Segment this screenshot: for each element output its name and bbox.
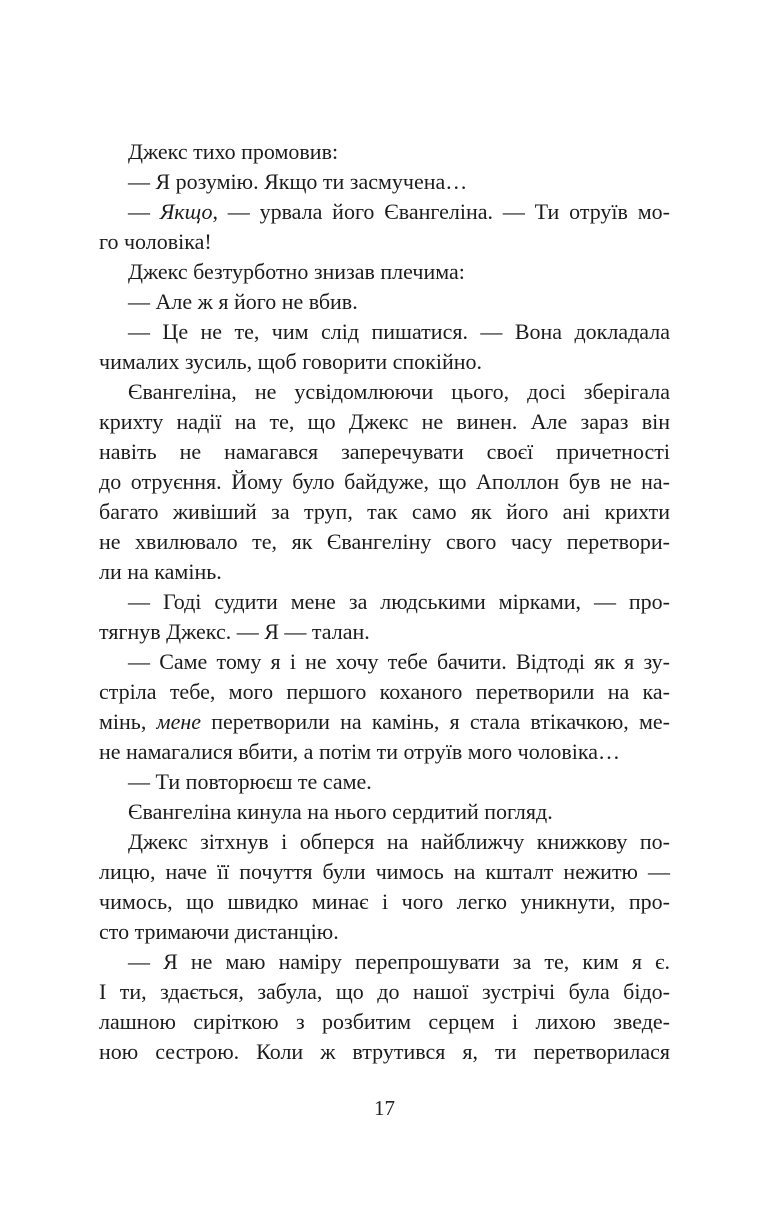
text-line [99, 377, 670, 407]
text-segment: до отруєння. Йому було байдуже, що Аполлон був не на- [99, 469, 670, 494]
text-line [99, 227, 670, 257]
text-segment: Євангеліна кинула на нього сердитий погляд. [128, 799, 553, 824]
text-segment: чимось, що швидко минає і чого легко уникнути, про- [99, 889, 670, 914]
text-line [99, 1037, 670, 1067]
text-line [99, 707, 670, 737]
text-line [99, 827, 670, 857]
text-segment: лашною сиріткою з розбитим серцем і лихою зведе- [99, 1009, 670, 1034]
text-segment: ли на камінь. [99, 559, 222, 584]
text-segment: мінь, [99, 709, 157, 734]
text-segment-italic: мене [156, 709, 202, 734]
text-line [99, 257, 670, 287]
text-line [99, 1007, 670, 1037]
text-segment: Євангеліна, не усвідомлюючи цього, досі зберігала [128, 379, 670, 404]
page-text-block [99, 137, 670, 1067]
text-segment: Джекс зітхнув і обперся на найближчу книжкову по- [128, 829, 670, 854]
text-line [99, 887, 670, 917]
text-line [99, 947, 670, 977]
text-line [99, 197, 670, 227]
text-segment: — Але ж я його не вбив. [128, 289, 358, 314]
text-segment: не хвилювало те, як Євангеліну свого часу перетвори- [99, 529, 670, 554]
text-segment: — Я не маю наміру перепрошувати за те, ким я є. [128, 949, 670, 974]
text-line [99, 797, 670, 827]
text-line [99, 557, 670, 587]
text-segment: — Це не те, чим слід пишатися. — Вона докладала [128, 319, 670, 344]
text-line [99, 527, 670, 557]
text-line [99, 407, 670, 437]
text-line [99, 497, 670, 527]
text-line [99, 647, 670, 677]
text-segment: — Я розумію. Якщо ти засмучена… [128, 169, 468, 194]
text-segment: , — урвала його Євангеліна. — Ти отруїв мо- [212, 199, 670, 224]
text-segment: крихту надії на те, що Джекс не винен. Але зараз він [99, 409, 670, 434]
text-line [99, 617, 670, 647]
text-segment: Джекс безтурботно знизав плечима: [128, 259, 465, 284]
text-line [99, 317, 670, 347]
text-line [99, 587, 670, 617]
text-segment: чималих зусиль, щоб говорити спокійно. [99, 349, 482, 374]
text-segment: Джекс тихо промовив: [128, 139, 339, 164]
text-segment: І ти, здається, забула, що до нашої зустрічі була бідо- [99, 979, 670, 1004]
text-line [99, 857, 670, 887]
text-segment: навіть не намагався заперечувати своєї причетності [99, 439, 670, 464]
text-line [99, 347, 670, 377]
text-segment: лицю, наче її почуття були чимось на кшталт нежитю — [99, 859, 670, 884]
text-line [99, 287, 670, 317]
text-segment: — [128, 199, 160, 224]
text-segment: ною сестрою. Коли ж втрутився я, ти перетворилася [99, 1039, 670, 1064]
text-segment: перетворили на камінь, я стала втікачкою, ме- [201, 709, 670, 734]
text-line [99, 677, 670, 707]
text-segment: не намагалися вбити, а потім ти отруїв мого чоловіка… [99, 739, 621, 764]
text-line [99, 977, 670, 1007]
text-segment: сто тримаючи дистанцію. [99, 919, 339, 944]
text-segment: — Саме тому я і не хочу тебе бачити. Відтоді як я зу- [128, 649, 670, 674]
text-segment: тягнув Джекс. — Я — талан. [99, 619, 370, 644]
text-line [99, 467, 670, 497]
text-line [99, 437, 670, 467]
text-line [99, 167, 670, 197]
text-segment: — Ти повторюєш те саме. [128, 769, 372, 794]
text-segment: — Годі судити мене за людськими мірками, — про- [128, 589, 670, 614]
page-number: 17 [374, 1096, 395, 1120]
text-line [99, 767, 670, 797]
text-line [99, 137, 670, 167]
text-segment: го чоловіка! [99, 229, 212, 254]
text-line [99, 917, 670, 947]
text-segment: багато живіший за труп, так само як його ані крихти [99, 499, 670, 524]
text-line [99, 737, 670, 767]
text-segment-italic: Якщо [159, 199, 213, 224]
text-segment: стріла тебе, мого першого коханого перетворили на ка- [99, 679, 670, 704]
